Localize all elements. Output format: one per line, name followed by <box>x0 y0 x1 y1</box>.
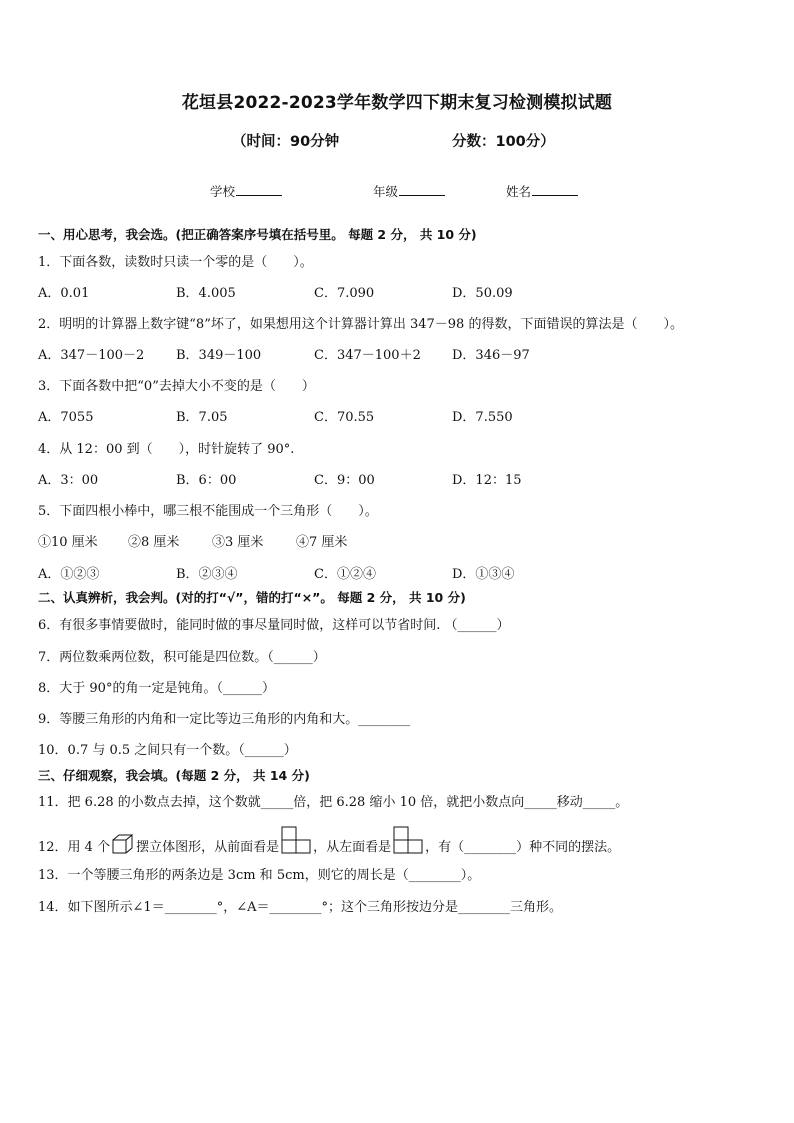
question-11: 11．把 6.28 的小数点去掉，这个数就_____倍，把 6.28 缩小 10 倍，就把小数点向_____移动_____。 <box>38 795 629 810</box>
school-blank[interactable] <box>236 185 282 196</box>
question-1-stem: 1．下面各数，读数时只读一个零的是（ ）。 <box>38 255 313 270</box>
section-3-heading: 三、仔细观察，我会填。(每题 2 分， 共 14 分) <box>38 768 310 783</box>
stick-4: ④7 厘米 <box>296 535 348 550</box>
q3-option-d[interactable]: D．7.550 <box>452 410 513 425</box>
q2-option-b[interactable]: B．349－100 <box>176 348 262 363</box>
q4-option-b[interactable]: B．6：00 <box>176 473 237 488</box>
stick-3: ③3 厘米 <box>212 535 264 550</box>
q5-option-d[interactable]: D．①③④ <box>452 567 515 582</box>
question-3-stem: 3．下面各数中把“0”去掉大小不变的是（ ） <box>38 379 315 394</box>
cube-icon <box>112 834 134 854</box>
q5-option-c[interactable]: C．①②④ <box>314 567 376 582</box>
question-8: 8．大于 90°的角一定是钝角。（______） <box>38 681 275 696</box>
q2-option-a[interactable]: A．347－100－2 <box>38 348 145 363</box>
q12-text-d: ，有（________）种不同的摆法。 <box>425 840 621 855</box>
name-blank[interactable] <box>532 185 578 196</box>
question-9: 9．等腰三角形的内角和一定比等边三角形的内角和大。________ <box>38 712 411 727</box>
left-view-icon <box>393 826 423 854</box>
question-13: 13．一个等腰三角形的两条边是 3cm 和 5cm，则它的周长是（________）。 <box>38 868 481 883</box>
q1-option-b[interactable]: B．4.005 <box>176 286 236 301</box>
q5-option-b[interactable]: B．②③④ <box>176 567 238 582</box>
section-2-heading: 二、认真辨析，我会判。(对的打“√”，错的打“×”。 每题 2 分， 共 10 分) <box>38 590 466 605</box>
q4-option-a[interactable]: A．3：00 <box>38 473 99 488</box>
q3-option-c[interactable]: C．70.55 <box>314 410 375 425</box>
question-6: 6．有很多事情要做时，能同时做的事尽量同时做，这样可以节省时间. （______） <box>38 618 510 633</box>
page-title: 花垣县2022-2023学年数学四下期末复习检测模拟试题 <box>181 93 613 113</box>
q3-option-b[interactable]: B．7.05 <box>176 410 228 425</box>
grade-blank[interactable] <box>399 185 445 196</box>
name-field <box>506 182 578 200</box>
stick-2: ②8 厘米 <box>128 535 180 550</box>
q4-option-c[interactable]: C．9：00 <box>314 473 375 488</box>
q12-text-a: 12．用 4 个 <box>38 840 111 855</box>
q12-text-b: 摆立体图形，从前面看是 <box>136 840 280 855</box>
front-view-icon <box>281 826 311 854</box>
question-4-stem: 4．从 12：00 到（ ），时针旋转了 90°. <box>38 442 295 457</box>
question-12 <box>38 826 620 855</box>
q1-option-a[interactable]: A．0.01 <box>38 286 90 301</box>
q1-option-c[interactable]: C．7.090 <box>314 286 375 301</box>
section-1-heading: 一、用心思考，我会选。(把正确答案序号填在括号里。 每题 2 分， 共 10 分) <box>38 227 477 242</box>
q5-option-a[interactable]: A．①②③ <box>38 567 100 582</box>
exam-time: （时间：90分钟 <box>232 134 340 150</box>
name-label: 姓名 <box>506 184 532 199</box>
q4-option-d[interactable]: D．12：15 <box>452 473 522 488</box>
q1-option-d[interactable]: D．50.09 <box>452 286 513 301</box>
exam-score: 分数：100分） <box>452 134 555 150</box>
grade-label: 年级 <box>373 184 399 199</box>
question-5-stem: 5．下面四根小棒中，哪三根不能围成一个三角形（ ）。 <box>38 504 378 519</box>
school-field <box>210 182 282 200</box>
question-2-stem: 2．明明的计算器上数字键“8”坏了，如果想用这个计算器计算出 347－98 的得数，下面错误的算法是（ ）。 <box>38 317 683 332</box>
school-label: 学校 <box>210 184 236 199</box>
question-7: 7．两位数乘两位数，积可能是四位数。（______） <box>38 650 326 665</box>
grade-field <box>373 182 445 200</box>
q2-option-c[interactable]: C．347－100＋2 <box>314 348 421 363</box>
stick-1: ①10 厘米 <box>38 535 98 550</box>
question-14: 14．如下图所示∠1＝________°，∠A＝________°；这个三角形按边分是________三角形。 <box>38 900 562 915</box>
q12-text-c: ，从左面看是 <box>313 840 392 855</box>
q2-option-d[interactable]: D．346－97 <box>452 348 530 363</box>
question-10: 10．0.7 与 0.5 之间只有一个数。（______） <box>38 743 297 758</box>
q3-option-a[interactable]: A．7055 <box>38 410 94 425</box>
